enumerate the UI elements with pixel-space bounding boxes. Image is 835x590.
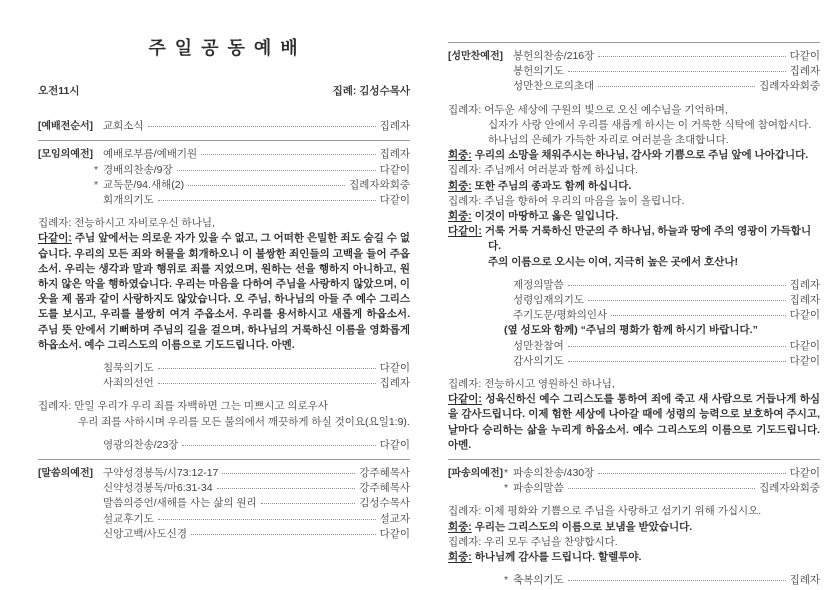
program-performer: 김성수목사 [359, 497, 410, 510]
dialogue-block [448, 377, 820, 453]
dialogue-text: 하나님께 감사를 드립니다. 할렐루야. [474, 551, 642, 564]
dotted-leader [568, 488, 755, 489]
program-row [38, 466, 410, 481]
program-item: 성만찬으로의초대 [513, 80, 595, 93]
dialogue-paragraph [38, 399, 410, 429]
dotted-leader [611, 315, 785, 316]
dialogue-text: 우리의 소망을 채워주시는 하나님, 감사와 기쁨으로 주님 앞에 나아갑니다. [474, 149, 809, 162]
program-item: 사죄의선언 [103, 377, 154, 390]
program-row [448, 466, 820, 481]
dotted-leader [598, 473, 785, 474]
program-row [448, 293, 820, 308]
program-item: 구약성경봉독/시73:12-17 [103, 467, 219, 480]
dotted-leader [188, 185, 345, 186]
dotted-leader [177, 170, 376, 171]
program-section [38, 438, 410, 453]
program-item: 교회소식 [103, 120, 144, 133]
speaker-label: 다같이: [448, 393, 482, 406]
dialogue-block [448, 103, 820, 270]
program-row [38, 147, 410, 162]
dialogue-text: 이것이 마땅하고 옳은 일입니다. [474, 210, 619, 223]
dotted-leader [158, 200, 376, 201]
program-item: 감사의기도 [513, 354, 564, 367]
speaker-label: 다같이: [448, 225, 482, 238]
dotted-leader [598, 56, 785, 57]
program-performer: 다같이 [379, 194, 410, 207]
dialogue-paragraph [448, 148, 820, 163]
dotted-leader [158, 383, 376, 384]
program-item: 신앙고백/사도신경 [103, 527, 188, 540]
dialogue-text: 전능하시고 영원하신 하나님, [484, 378, 615, 391]
officiant-name: 집례: 김성수목사 [332, 85, 410, 97]
dialogue-block [38, 399, 410, 429]
section-label: [성만찬예전] [448, 51, 503, 62]
dotted-leader [158, 519, 376, 520]
program-performer: 다같이 [379, 163, 410, 176]
dialogue-paragraph [38, 231, 410, 353]
dialogue-text: 주님을 향하여 우리의 마음을 높이 올립니다. [484, 194, 685, 207]
program-section [38, 119, 410, 134]
dialogue-paragraph [448, 163, 820, 178]
program-item: 회개의기도 [103, 194, 154, 207]
page-title: 주 일 공 동 예 배 [148, 38, 300, 58]
dotted-leader [568, 361, 786, 362]
speaker-label: 집례자: [38, 217, 72, 230]
speaker-label: 다같이: [38, 232, 72, 245]
program-section [448, 466, 820, 496]
dialogue-text: 전능하시고 자비로우신 하나님, [74, 217, 215, 230]
program-row [38, 361, 410, 376]
section-label: [파송의예전] [448, 468, 503, 480]
speaker-label: 집례자: [448, 194, 482, 207]
speaker-label: 집례자: [448, 103, 482, 116]
program-item: 성만찬참여 [513, 339, 564, 352]
service-meta [38, 84, 410, 99]
dialogue-text: 어두운 세상에 구원의 빛으로 오신 예수님을 기억하며, 십자가 사랑 안에서 우리를 새롭게 하시는 이 거룩한 식탁에 참여합시다. 하나님의 은혜가 가득한 자리로 여러분을 초대합니다. [484, 103, 812, 147]
program-performer: 다같이 [789, 354, 820, 367]
dialogue-paragraph [448, 392, 820, 453]
program-item: 설교후기도 [103, 512, 154, 525]
dialogue-text: 거룩 거룩 거룩하신 만군의 주 하나님, 하늘과 땅에 주의 영광이 가득합니다. 주의 이름으로 오시는 이여, 지극히 높은 곳에서 호산나! [484, 225, 812, 268]
program-performer: 집례자 [789, 65, 820, 78]
star-marker: * [94, 163, 99, 176]
program-performer: 다같이 [789, 50, 820, 62]
dotted-leader [158, 368, 376, 369]
dialogue-paragraph [448, 179, 820, 194]
program-section [38, 147, 410, 208]
program-section [448, 278, 820, 324]
program-section [448, 573, 820, 588]
dialogue-paragraph [448, 103, 820, 149]
program-row [448, 481, 820, 496]
program-performer: 설교자 [379, 512, 410, 525]
speaker-label: 집례자: [448, 505, 482, 518]
dialogue-block [38, 216, 410, 353]
dialogue-paragraph [448, 504, 820, 519]
section-divider [448, 459, 820, 460]
dialogue-paragraph [448, 550, 820, 565]
dialogue-paragraph [448, 535, 820, 550]
program-row [38, 527, 410, 542]
program-row [38, 178, 410, 193]
program-performer: 집례자와회중 [759, 482, 820, 495]
program-performer: 집례자와회중 [349, 178, 410, 191]
program-row [38, 481, 410, 496]
dialogue-text: 이제 평화와 기쁨으로 주님을 사랑하고 섬기기 위해 가십시오. [484, 505, 762, 518]
program-performer: 다같이 [379, 438, 410, 451]
dialogue-paragraph [448, 377, 820, 392]
speaker-label: 회중: [448, 551, 472, 564]
program-performer: 다같이 [789, 467, 820, 480]
dialogue-paragraph [448, 209, 820, 224]
program-item: 예배로부름/예배기원 [103, 148, 198, 161]
dotted-leader [148, 126, 376, 127]
program-performer: 다같이 [789, 309, 820, 322]
program-item: 침묵의기도 [103, 362, 154, 375]
program-performer: 강주혜목사 [359, 467, 410, 480]
program-item: 신약성경봉독/마6:31-34 [103, 482, 213, 495]
program-item: 봉헌의찬송/216장 [513, 50, 595, 62]
dotted-leader [182, 445, 375, 446]
dialogue-paragraph [38, 216, 410, 231]
program-performer: 집례자 [379, 377, 410, 390]
dialogue-text: 우리 모두 주님을 찬양합시다. [484, 535, 618, 548]
program-item: 주기도문/평화의인사 [513, 309, 608, 322]
program-performer: 다같이 [379, 527, 410, 540]
dialogue-text: 주님 앞에서는 의로운 자가 있을 수 없고, 그 어떠한 은밀한 죄도 숨길 수 없습니다. 우리의 모든 죄와 허물을 회개하오니 이 불쌍한 죄인들의 고백을 들어 주옵소서. 우리는 생각과 말과 행위로 죄를 지었으며, 원하는 선을 행하지 아니하고, 원하지 않은 악을 행하였습니다. 우리는 마음을 다하여 주님을 사랑하지 않았으며, 이웃을 제 몸과 같이 사랑하지도 않았습니다. 오 주님, 하나님의 아들 주 예수 그리스도를 보시고, 우리를 불쌍히 여겨 주옵소서. 우리를 용서하시고 새롭게 하옵소서. 주님 뜻 안에서 기뻐하며 주님의 길을 걸으며, 하나님의 거룩하신 이름을 영화롭게 하옵소서. 예수 그리스도의 이름으로 기도드립니다. 아멘. [38, 232, 410, 351]
program-performer: 집례자 [789, 574, 820, 587]
dialogue-text: 주님께서 여러분과 함께 하십니다. [484, 164, 638, 177]
section-label: [예배전순서] [38, 121, 93, 133]
program-performer: 다같이 [789, 339, 820, 352]
program-performer: 집례자 [379, 120, 410, 133]
dialogue-paragraph [448, 194, 820, 209]
program-row [448, 79, 820, 94]
section-label: [말씀의예전] [38, 468, 93, 480]
peace-note: (옆 성도와 함께) “주님의 평화가 함께 하시기 바랍니다.” [504, 324, 758, 337]
dotted-leader [568, 71, 786, 72]
program-performer: 강주혜목사 [359, 482, 410, 495]
star-marker: * [504, 482, 509, 495]
program-performer: 다같이 [379, 362, 410, 375]
speaker-label: 회중: [448, 210, 472, 223]
section-divider [38, 459, 410, 460]
program-row [38, 512, 410, 527]
dialogue-paragraph [448, 224, 820, 270]
program-performer: 집례자 [789, 294, 820, 307]
program-row [38, 163, 410, 178]
program-item: 교독문/94.새해(2) [103, 178, 185, 191]
program-item: 성령임재의기도 [513, 294, 585, 307]
page-right [448, 36, 820, 589]
dialogue-text: 성육신하신 예수 그리스도를 통하여 죄에 죽고 새 사람으로 거듭나게 하심을 감사드립니다. 이제 험한 세상에 나아갈 때에 성령의 능력으로 보호하여 주시고, 날마다 승리하는 삶을 누리게 하옵소서. 예수 그리스도의 이름으로 기도드립니다. 아멘. [448, 393, 821, 451]
dotted-leader [201, 154, 375, 155]
speaker-label: 회중: [448, 149, 472, 162]
speaker-label: 집례자: [38, 400, 72, 413]
program-item: 제정의말씀 [513, 278, 564, 291]
program-section [448, 49, 820, 95]
program-row [38, 119, 410, 134]
program-performer: 집례자 [379, 148, 410, 161]
program-section [38, 361, 410, 391]
dotted-leader [191, 534, 376, 535]
program-row [38, 438, 410, 453]
program-row [448, 354, 820, 369]
program-row [448, 339, 820, 354]
program-row [448, 308, 820, 323]
dialogue-paragraph [448, 520, 820, 535]
page-left [38, 36, 410, 542]
dotted-leader [222, 473, 355, 474]
program-performer: 집례자 [789, 278, 820, 291]
section-label: [모임의예전] [38, 149, 93, 161]
program-item: 파송의찬송/430장 [513, 467, 595, 480]
dialogue-text: 또한 주님의 종과도 함께 하십니다. [474, 179, 632, 192]
section-divider [448, 42, 820, 43]
dialogue-block [448, 504, 820, 565]
program-row [38, 193, 410, 208]
program-item: 말씀의증언/새해를 사는 삶의 원리 [103, 497, 257, 510]
right-column-content [448, 42, 820, 589]
program-row [448, 278, 820, 293]
speaker-label: 집례자: [448, 378, 482, 391]
dotted-leader [568, 580, 786, 581]
section-divider [38, 140, 410, 141]
program-performer: 집례자와회중 [759, 80, 820, 93]
program-section [448, 339, 820, 369]
star-marker: * [504, 574, 509, 587]
dotted-leader [588, 300, 786, 301]
program-section [38, 466, 410, 542]
dialogue-text: 우리는 그리스도의 이름으로 보냄을 받았습니다. [474, 520, 693, 533]
dotted-leader [217, 488, 356, 489]
dialogue-text: 만일 우리가 우리 죄를 자백하면 그는 미쁘시고 의로우사 우리 죄를 사하시며 우리를 모든 불의에서 깨끗하게 하실 것이요(요일1:9). [74, 400, 410, 428]
program-row [448, 573, 820, 588]
program-row [448, 49, 820, 64]
dotted-leader [598, 86, 755, 87]
star-marker: * [504, 467, 509, 480]
program-item: 영광의찬송/23장 [103, 438, 179, 451]
program-item: 봉헌의기도 [513, 65, 564, 78]
speaker-label: 집례자: [448, 535, 482, 548]
speaker-label: 집례자: [448, 164, 482, 177]
speaker-label: 회중: [448, 520, 472, 533]
dotted-leader [568, 346, 786, 347]
program-row [448, 64, 820, 79]
star-marker: * [94, 178, 99, 191]
dotted-leader [568, 285, 786, 286]
program-row [38, 496, 410, 511]
speaker-label: 회중: [448, 179, 472, 192]
dotted-leader [261, 503, 356, 504]
program-item: 파송의말씀 [513, 482, 564, 495]
service-time: 오전11시 [38, 85, 80, 97]
program-item: 경배의찬송/9장 [103, 163, 173, 176]
program-row [38, 376, 410, 391]
program-item: 축복의기도 [513, 574, 564, 587]
left-column-content [38, 119, 410, 542]
